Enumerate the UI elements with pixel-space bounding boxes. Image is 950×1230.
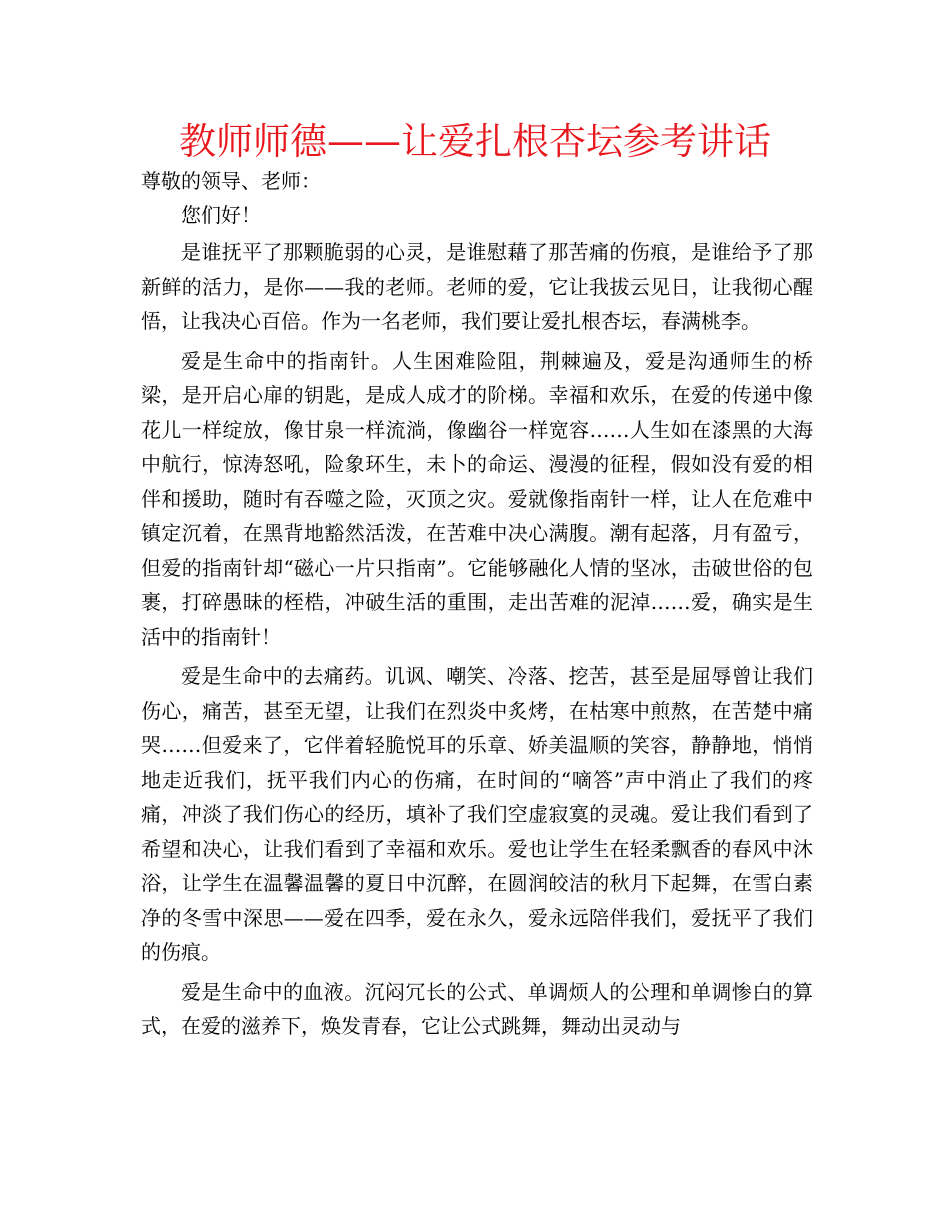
paragraph-painkiller: 爱是生命中的去痛药。讥讽、嘲笑、冷落、挖苦，甚至是屈辱曾让我们伤心，痛苦，甚至无望，让我们在烈炎中炙烤，在枯寒中煎熬，在苦楚中痛哭……但爱来了，它伴着轻脆悦耳的乐章、娇美温顺的笑容，静静地，悄悄地走近我们，抚平我们内心的伤痛，在时间的“嘀答”声中消止了我们的疼痛，冲淡了我们伤心的经历，填补了我们空虚寂寞的灵魂。爱让我们看到了希望和决心，让我们看到了幸福和欢乐。爱也让学生在轻柔飘香的春风中沐浴，让学生在温馨温馨的夏日中沉醉，在圆润皎洁的秋月下起舞，在雪白素净的冬雪中深思——爱在四季，爱在永久，爱永远陪伴我们，爱抚平了我们的伤痕。	[141, 664, 813, 964]
paragraph-intro: 是谁抚平了那颗脆弱的心灵，是谁慰藉了那苦痛的伤痕，是谁给予了那新鲜的活力，是你——我的老师。老师的爱，它让我拔云见日，让我彻心醒悟，让我决心百倍。作为一名老师，我们要让爱扎根杏坛，春满桃李。	[141, 240, 813, 333]
paragraph-greeting: 您们好！	[181, 203, 261, 227]
paragraph-blood: 爱是生命中的血液。沉闷冗长的公式、单调烦人的公理和单调惨白的算式，在爱的滋养下，焕发青春，它让公式跳舞，舞动出灵动与	[141, 979, 813, 1038]
paragraph-compass: 爱是生命中的指南针。人生困难险阻，荆棘遍及，爱是沟通师生的桥梁，是开启心扉的钥匙，是成人成才的阶梯。幸福和欢乐，在爱的传递中像花儿一样绽放，像甘泉一样流淌，像幽谷一样宽容……人生如在漆黑的大海中航行，惊涛怒吼，险象环生，未卜的命运、漫漫的征程，假如没有爱的相伴和援助，随时有吞噬之险，灭顶之灾。爱就像指南针一样，让人在危难中镇定沉着，在黑背地豁然活泼，在苦难中决心满腹。潮有起落，月有盈亏，但爱的指南针却“磁心一片只指南”。它能够融化人情的坚冰，击破世俗的包裹，打碎愚昧的桎梏，冲破生活的重围，走出苦难的泥淖……爱，确实是生活中的指南针！	[141, 348, 813, 649]
document-title: 教师师德——让爱扎根杏坛参考讲话	[179, 120, 771, 163]
salutation: 尊敬的领导、老师：	[141, 169, 321, 193]
document-body	[141, 164, 813, 1049]
